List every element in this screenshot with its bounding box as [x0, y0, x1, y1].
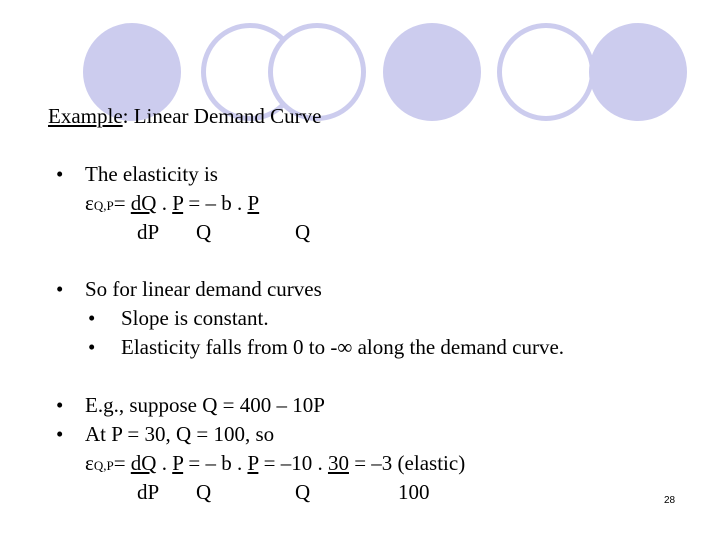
formula-eq: = — [113, 451, 131, 475]
formula-mid2: = –10 . — [258, 451, 328, 475]
decor-circle-5 — [497, 23, 595, 121]
formula-2-den-100: 100 — [398, 480, 430, 504]
elasticity-intro: The elasticity is — [85, 162, 218, 186]
title-rest: : Linear Demand Curve — [122, 104, 322, 128]
slide-title — [48, 104, 321, 128]
epsilon-subscript: Q,P — [93, 458, 114, 473]
formula-2-den-q2: Q — [295, 480, 311, 504]
formula-dq: dQ — [130, 191, 157, 215]
decor-circle-4 — [383, 23, 481, 121]
example-equation: E.g., suppose Q = 400 – 10P — [85, 393, 325, 417]
formula-eq: = — [113, 191, 131, 215]
page-number: 28 — [664, 495, 676, 506]
elasticity-formula-2 — [85, 451, 465, 478]
linear-demand-heading: So for linear demand curves — [85, 277, 322, 301]
formula-2-den-dp: dP — [137, 480, 160, 504]
elasticity-falls-text: Elasticity falls from 0 to -∞ along the demand curve. — [121, 335, 565, 359]
formula-p2: P — [247, 451, 259, 475]
slope-constant-text: Slope is constant. — [121, 306, 269, 330]
formula-dq: dQ — [130, 451, 157, 475]
epsilon-symbol: ε — [85, 191, 94, 215]
formula-tail: = –3 (elastic) — [348, 451, 466, 475]
sub-bullet-1: • — [88, 306, 96, 330]
formula-p1: P — [172, 191, 184, 215]
title-label: Example — [48, 104, 123, 128]
formula-p1: P — [172, 451, 184, 475]
formula-1-den-q1: Q — [196, 220, 212, 244]
formula-1-den-q2: Q — [295, 220, 311, 244]
bullet-3: • — [56, 393, 64, 417]
formula-dot: . — [156, 191, 173, 215]
formula-mid: = – b . — [183, 451, 248, 475]
epsilon-symbol: ε — [85, 451, 94, 475]
bullet-2: • — [56, 277, 64, 301]
formula-dot: . — [156, 451, 173, 475]
bullet-1: • — [56, 162, 64, 186]
bullet-4: • — [56, 422, 64, 446]
epsilon-subscript: Q,P — [93, 198, 114, 213]
decor-circle-6 — [589, 23, 687, 121]
elasticity-formula-1 — [85, 191, 259, 218]
formula-30: 30 — [327, 451, 349, 475]
formula-1-den-dp: dP — [137, 220, 160, 244]
formula-2-den-q1: Q — [196, 480, 212, 504]
sub-bullet-2: • — [88, 335, 96, 359]
formula-p2: P — [247, 191, 260, 215]
formula-mid: = – b . — [183, 191, 248, 215]
example-values: At P = 30, Q = 100, so — [85, 422, 275, 446]
